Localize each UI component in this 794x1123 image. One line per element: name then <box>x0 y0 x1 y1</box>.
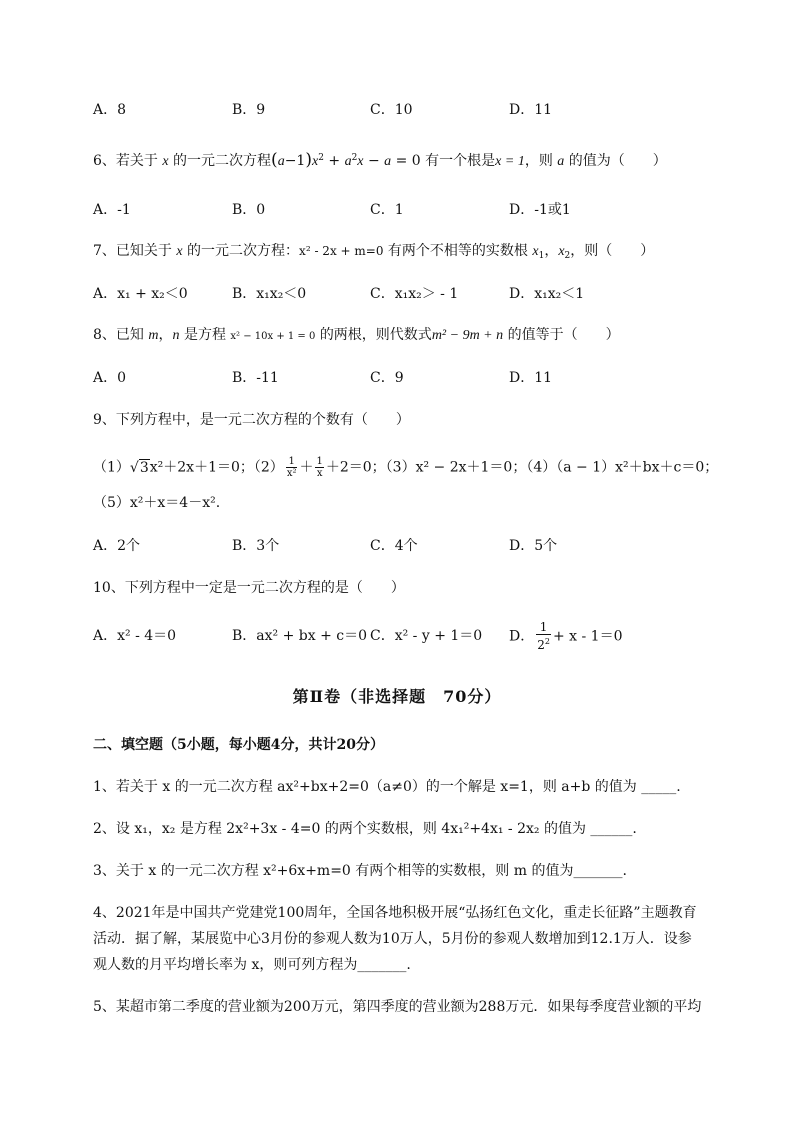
q8-stem: 8、已知 m，n 是方程 x² − 10x + 1 = 0 的两根，则代数式m² − 9m + n 的值等于（ ） <box>93 327 620 343</box>
q9-option-b: B．3个 <box>232 538 280 554</box>
q7-option-b: B．x₁x₂＜0 <box>232 286 307 302</box>
q9-option-c: C．4个 <box>370 538 418 554</box>
q5-option-b: B．9 <box>232 102 266 118</box>
q6-stem: 6、若关于 x 的一元二次方程$(a-1)x^2 + a^2x - a = 0$ 有一个根是x = 1，则 a 的值为（ ） <box>93 150 667 170</box>
q8-option-d: D．11 <box>509 370 553 386</box>
q9-equations-line2: （5）x²＋x＝4－x². <box>93 495 221 511</box>
q9-equations-line1: （1）√3x²＋2x＋1＝0；（2） $\frac{1}{\text{x²}}$ ＋ $\frac{1}{x}$ ＋2＝0；（3）x² − 2x＋1＝0；（4）（a − 1）x²＋bx＋c＝0； <box>93 456 719 479</box>
q9-option-d: D．5个 <box>509 538 558 554</box>
q6-option-c: C．1 <box>370 202 404 218</box>
q7-stem: 7、已知关于 x 的一元二次方程：x² - 2x + m=0 有两个不相等的实数根 $x_1$，$x_2$，则（ ） <box>93 243 655 261</box>
fill-question-5-line1: 5、某超市第二季度的营业额为200万元，第四季度的营业额为288万元．如果每季度营业额的平均 <box>93 999 702 1015</box>
fill-question-1: 1、若关于 x 的一元二次方程 ax²+bx+2=0（a≠0）的一个解是 x=1，则 a+b 的值为 _____. <box>93 779 681 795</box>
fill-question-4-line3: 观人数的月平均增长率为 x，则可列方程为_______. <box>93 957 411 973</box>
q8-option-b: B．-11 <box>232 370 279 386</box>
q8-option-c: C．9 <box>370 370 404 386</box>
q10-stem: 10、下列方程中一定是一元二次方程的是（ ） <box>93 580 405 596</box>
section-2-title: 第Ⅱ卷（非选择题 70分） <box>292 687 502 706</box>
q6-option-d: D．-1或1 <box>509 202 571 218</box>
q6-option-a: A．-1 <box>93 202 131 218</box>
q7-option-c: C．x₁x₂＞ - 1 <box>370 286 459 302</box>
q9-stem: 9、下列方程中，是一元二次方程的个数有（ ） <box>93 412 410 428</box>
fill-question-2: 2、设 x₁，x₂ 是方程 2x²+3x - 4=0 的两个实数根，则 4x₁²+4x₁ - 2x₂ 的值为 ______. <box>93 821 637 837</box>
fill-question-4-line2: 活动．据了解，某展览中心3月份的参观人数为10万人，5月份的参观人数增加到12.1万人．设参 <box>93 931 692 947</box>
q7-option-d: D．x₁x₂＜1 <box>509 286 585 302</box>
fill-question-4-line1: 4、2021年是中国共产党建党100周年，全国各地积极开展“弘扬红色文化，重走长征路”主题教育 <box>93 905 697 921</box>
q10-option-c: C．x² - y + 1＝0 <box>370 628 483 644</box>
q10-option-d: D． $\frac{1}{2^2}$ + x - 1＝0 <box>509 620 623 652</box>
q10-option-a: A．x² - 4＝0 <box>93 628 177 644</box>
part2-heading: 二、填空题（5小题，每小题4分，共计20分） <box>93 737 384 753</box>
q8-option-a: A．0 <box>93 370 127 386</box>
q10-option-b: B．ax² + bx + c＝0 <box>232 628 368 644</box>
fill-question-3: 3、关于 x 的一元二次方程 x²+6x+m=0 有两个相等的实数根，则 m 的值为_______. <box>93 863 627 879</box>
q9-option-a: A．2个 <box>93 538 141 554</box>
q6-option-b: B．0 <box>232 202 266 218</box>
q5-option-c: C．10 <box>370 102 413 118</box>
q7-option-a: A．x₁ + x₂＜0 <box>93 286 188 302</box>
q5-option-d: D．11 <box>509 102 553 118</box>
q5-option-a: A．8 <box>93 102 127 118</box>
